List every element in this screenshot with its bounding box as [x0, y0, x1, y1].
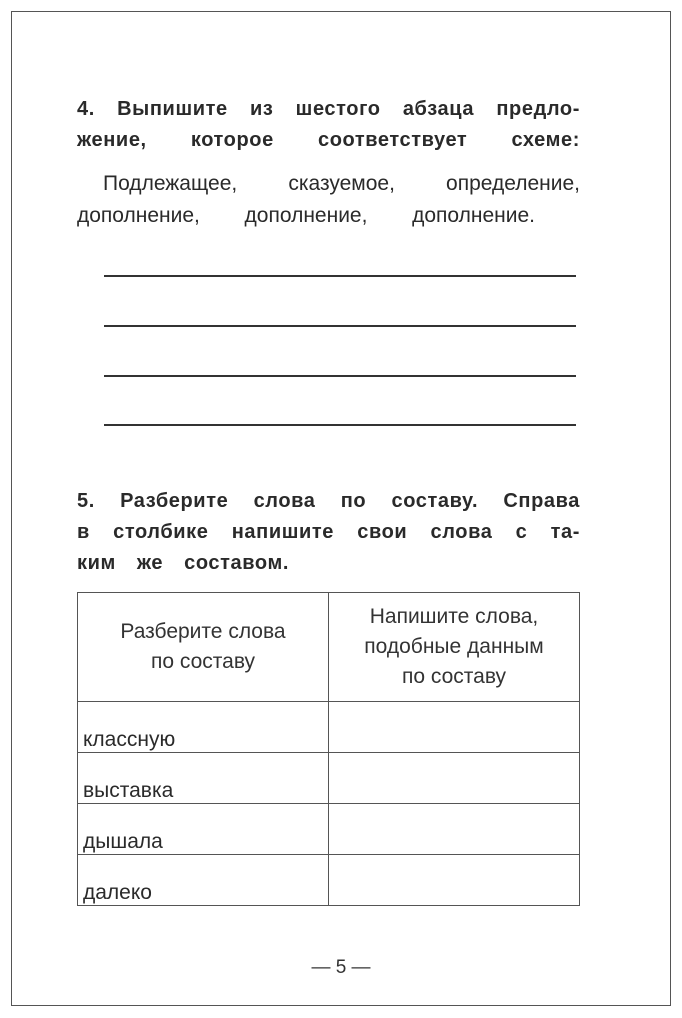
header-right-line-1: Напишите слова, — [369, 605, 539, 628]
answer-line-2[interactable] — [104, 325, 576, 327]
task4-scheme-line-2: дополнение, дополнение, дополнение. — [77, 204, 535, 227]
answer-line-4[interactable] — [104, 424, 576, 426]
word-cell — [78, 702, 329, 753]
word-cell — [78, 855, 329, 906]
table-row — [78, 855, 580, 906]
table-row — [78, 753, 580, 804]
answer-line-1[interactable] — [104, 275, 576, 277]
table-row — [78, 804, 580, 855]
word-label: далеко — [83, 881, 152, 904]
task5-title-line-3: ким же составом. — [77, 552, 289, 574]
answer-cell[interactable] — [329, 753, 580, 804]
page-number: — 5 — — [311, 957, 371, 978]
header-right — [329, 593, 580, 702]
table-row — [78, 702, 580, 753]
word-cell — [78, 804, 329, 855]
task5-title-line-2: в столбике напишите свои слова с та- — [77, 521, 580, 543]
answer-cell[interactable] — [329, 804, 580, 855]
table-header-row — [78, 593, 580, 702]
word-parse-table — [77, 592, 580, 906]
answer-line-3[interactable] — [104, 375, 576, 377]
header-left-line-2: по составу — [150, 650, 256, 673]
header-right-line-2: подобные данным — [364, 635, 544, 658]
task4-title-line-2: жение, которое соответствует схеме: — [77, 129, 580, 151]
header-right-line-3: по составу — [401, 665, 507, 688]
task4-scheme-line-1: Подлежащее, сказуемое, определение, — [103, 172, 580, 195]
header-left — [78, 593, 329, 702]
word-label: дышала — [83, 830, 163, 853]
task4-title — [77, 94, 580, 156]
word-label: классную — [83, 728, 176, 751]
task4-scheme — [77, 168, 580, 232]
task5-title — [77, 486, 580, 579]
word-label: выставка — [83, 779, 174, 802]
answer-cell[interactable] — [329, 702, 580, 753]
task5-title-line-1: 5. Разберите слова по составу. Справа — [77, 490, 580, 512]
answer-cell[interactable] — [329, 855, 580, 906]
task4-title-line-1: 4. Выпишите из шестого абзаца предло- — [77, 98, 580, 120]
word-cell — [78, 753, 329, 804]
header-left-line-1: Разберите слова — [120, 620, 286, 643]
